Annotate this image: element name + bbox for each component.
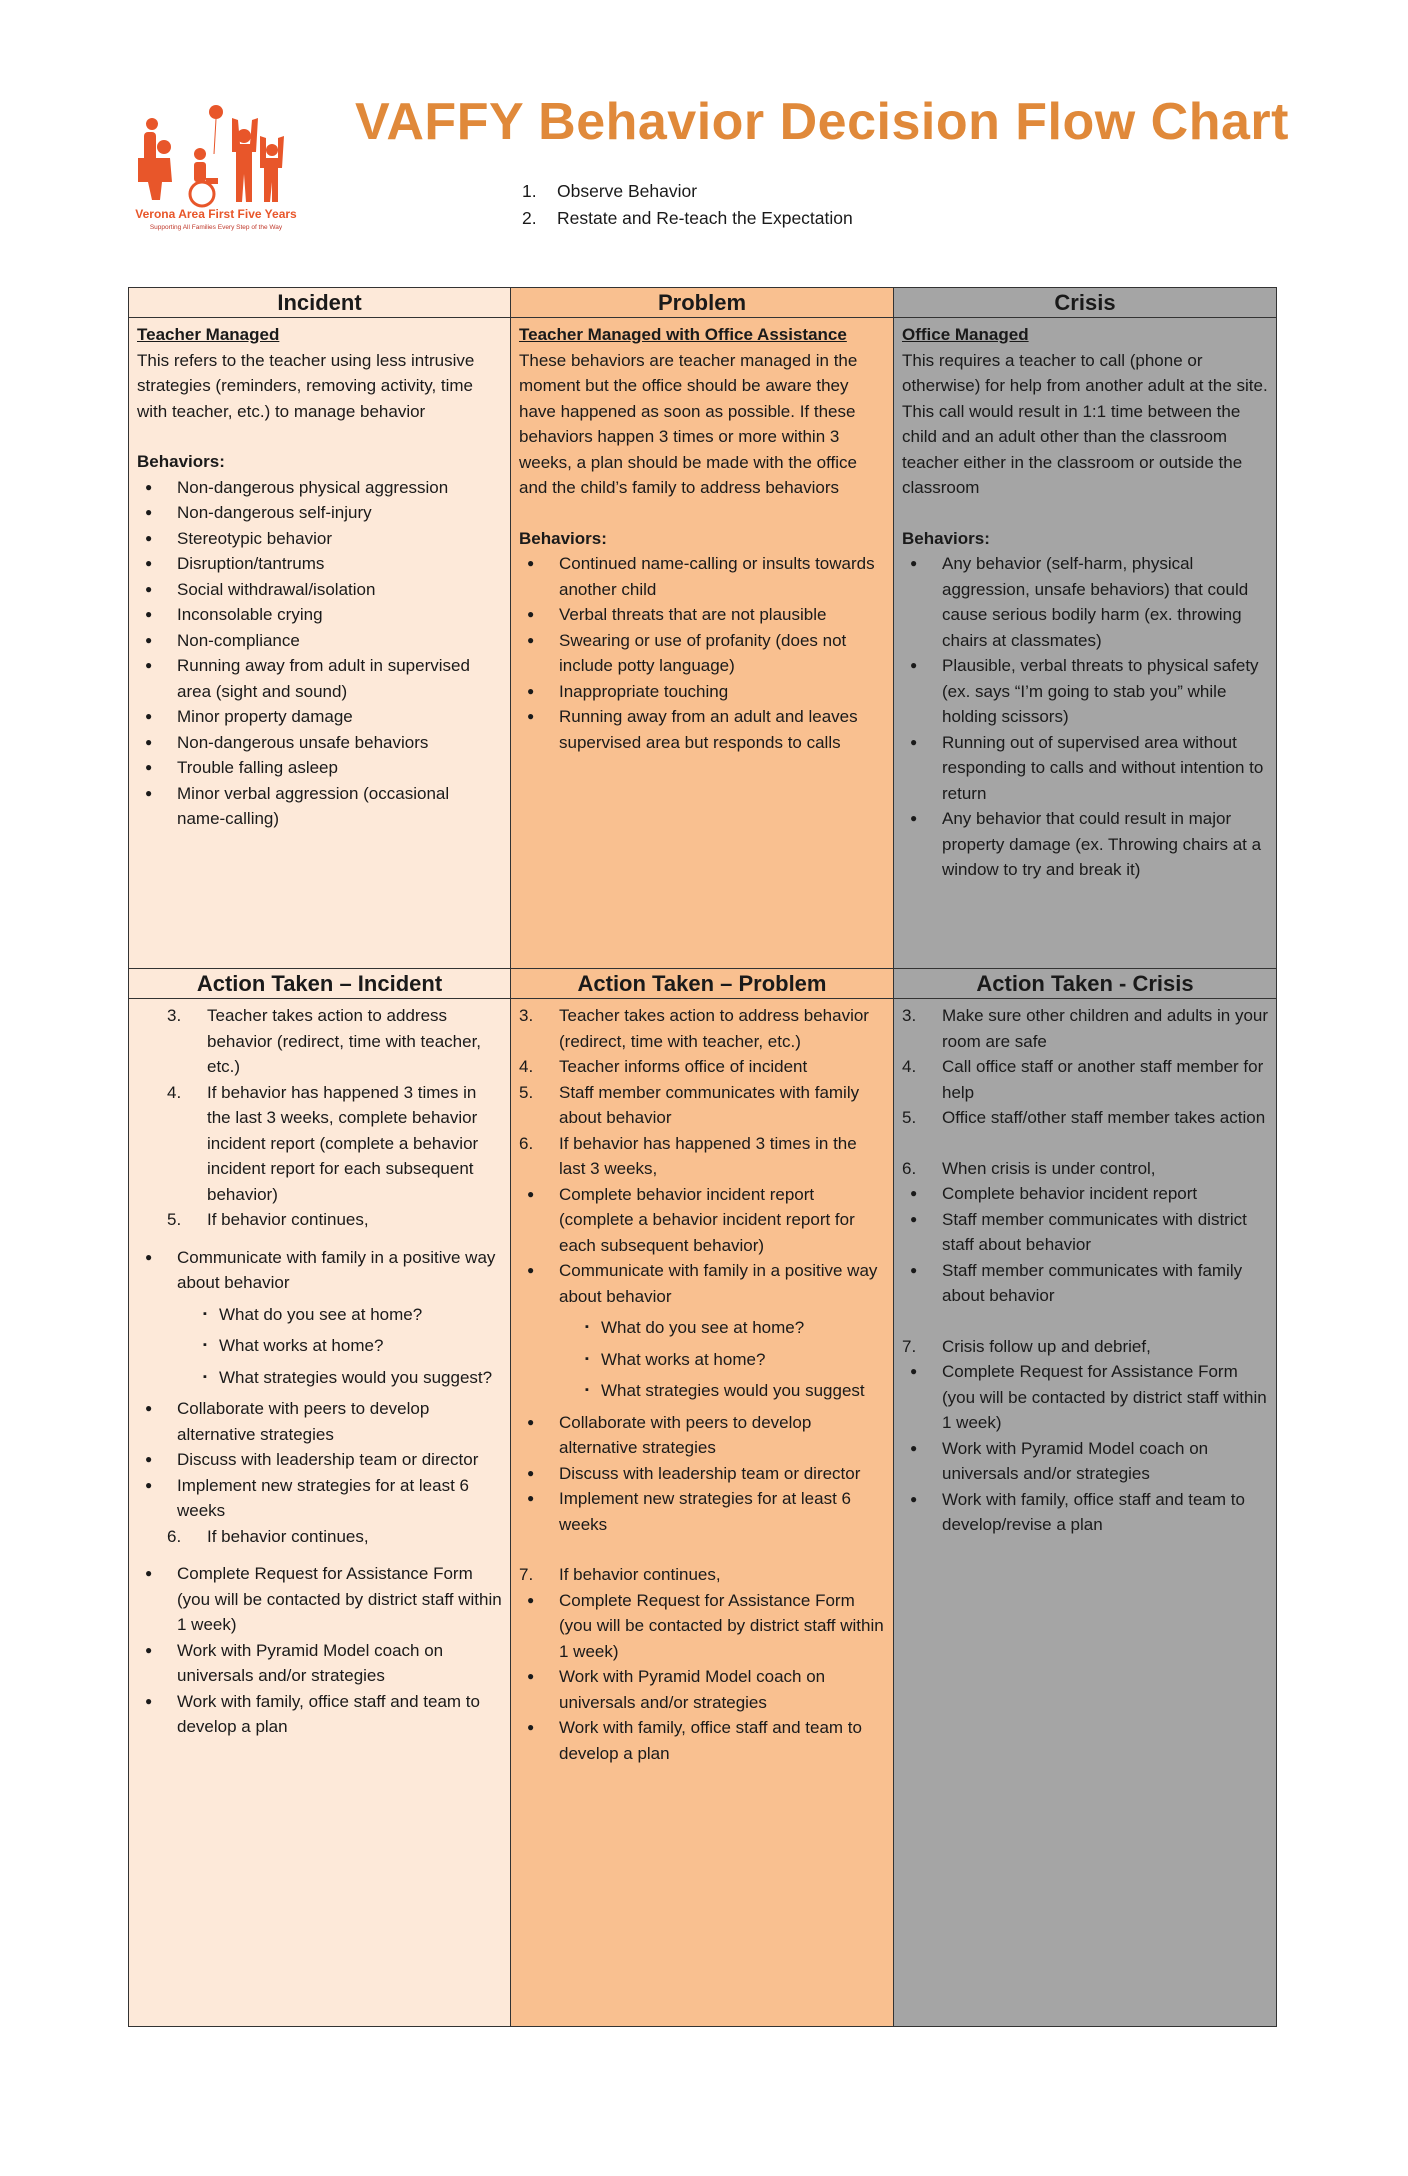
question-item: ▪ What works at home? [177,1333,502,1359]
list-item: ● Any behavior that could result in major property damage (ex. Throwing chairs at a window to try and break it) [902,806,1268,883]
list-item: ● Swearing or use of profanity (does not include potty language) [519,628,885,679]
step-5-actions [137,1245,502,1524]
list-item: ● Collaborate with peers to develop alternative strategies [137,1396,502,1447]
list-item: ● Complete behavior incident report (complete a behavior incident report for each subsequent behavior) [519,1182,885,1259]
step-6: 6. When crisis is under control, [902,1158,1156,1178]
step-7-actions [519,1588,885,1767]
step-5: 5. Staff member communicates with family about behavior [519,1082,860,1127]
problem-behaviors [519,551,885,755]
step-5: 5. If behavior continues, [167,1210,369,1229]
question-item: ▪ What do you see at home? [177,1302,502,1328]
question-item: ▪ What do you see at home? [559,1315,885,1341]
incident-behaviors [137,475,502,832]
list-item: ● Continued name-calling or insults towards another child [519,551,885,602]
step-6-actions [519,1182,885,1538]
list-item: ● Running away from adult in supervised area (sight and sound) [137,653,502,704]
list-item: ● Minor property damage [137,704,502,730]
list-item: ● Verbal threats that are not plausible [519,602,885,628]
list-item: ● Non-dangerous self-injury [137,500,502,526]
list-item: ● Discuss with leadership team or director [137,1447,502,1473]
list-item: ● Complete Request for Assistance Form (you will be contacted by district staff within 1 week) [137,1561,502,1638]
list-item: ● Minor verbal aggression (occasional name-calling) [137,781,502,832]
list-item: ● Complete behavior incident report [902,1181,1268,1207]
incident-cell [129,318,511,969]
behavior-decision-table [128,287,1277,2027]
behaviors-label: Behaviors: [137,452,225,471]
list-item: ● Work with family, office staff and team to develop a plan [519,1715,885,1766]
action-crisis-cell [894,999,1277,2027]
problem-subtitle: Teacher Managed with Office Assistance [519,325,847,344]
list-item: ● Any behavior (self-harm, physical aggression, unsafe behaviors) that could cause serious bodily harm (ex. throwing chairs at classmates) [902,551,1268,653]
problem-description: These behaviors are teacher managed in the moment but the office should be aware they have happened as soon as possible. If these behaviors happen 3 times or more within 3 weeks, a plan should be made with the office and the child’s family to address behaviors [519,350,858,497]
step-6: 6. If behavior has happened 3 times in the last 3 weeks, [519,1133,857,1178]
behaviors-label: Behaviors: [902,528,990,548]
step-6: 6. If behavior continues, [167,1526,369,1546]
list-item: ● Collaborate with peers to develop alternative strategies [519,1410,885,1461]
list-item: ● Communicate with family in a positive way about behavior ▪ What do you see at home? ▪ What works at home? ▪ What strategies would you suggest? [137,1245,502,1391]
incident-description: This refers to the teacher using less intrusive strategies (reminders, removing activity, time with teacher, etc.) to manage behavior [137,350,475,421]
vaffy-logo [132,102,300,234]
list-item: ● Running out of supervised area without responding to calls and without intention to return [902,730,1268,807]
list-item: ● Plausible, verbal threats to physical safety (ex. says “I’m going to stab you” while holding scissors) [902,653,1268,730]
list-item: ● Running away from an adult and leaves supervised area but responds to calls [519,704,885,755]
incident-heading: Incident [129,288,511,318]
list-item: ● Work with family, office staff and team to develop a plan [137,1689,502,1740]
problem-cell [511,318,894,969]
list-item: ● Inappropriate touching [519,679,885,705]
list-item: ● Work with Pyramid Model coach on universals and/or strategies [902,1436,1268,1487]
list-item: ● Non-dangerous unsafe behaviors [137,730,502,756]
step-3: 3. Teacher takes action to address behavior (redirect, time with teacher, etc.) [519,1006,869,1051]
step-3: 3. Teacher takes action to address behavior (redirect, time with teacher, etc.) [167,1006,482,1076]
step-4: 4. Call office staff or another staff member for help [902,1057,1264,1102]
list-item: ● Implement new strategies for at least 6 weeks [137,1473,502,1524]
list-item: ● Non-dangerous physical aggression [137,475,502,501]
logo-text: Verona Area First Five Years [135,207,297,221]
step-7: 7. Crisis follow up and debrief, [902,1336,1151,1356]
list-item: ● Disruption/tantrums [137,551,502,577]
step-4: 4. Teacher informs office of incident [519,1057,808,1076]
list-item: ● Staff member communicates with district staff about behavior [902,1207,1268,1258]
question-item: ▪ What works at home? [559,1347,885,1373]
crisis-description: This requires a teacher to call (phone or otherwise) for help from another adult at the site. This call would result in 1:1 time between the child and an adult other than the classroom teacher either in the classroom or outside the classroom [902,350,1268,497]
action-incident-cell [129,999,511,2027]
step-item: 1. Observe Behavior [522,181,698,201]
list-item: ● Discuss with leadership team or director [519,1461,885,1487]
list-item: ● Work with Pyramid Model coach on universals and/or strategies [519,1664,885,1715]
list-item: ● Implement new strategies for at least 6 weeks [519,1486,885,1537]
step-7: 7. If behavior continues, [519,1565,721,1584]
list-item: ● Communicate with family in a positive way about behavior ▪ What do you see at home? ▪ What works at home? ▪ What strategies would you suggest [519,1258,885,1404]
list-item: ● Trouble falling asleep [137,755,502,781]
list-item: ● Social withdrawal/isolation [137,577,502,603]
initial-steps [522,178,853,232]
step-7-actions [902,1359,1268,1538]
question-item: ▪ What strategies would you suggest? [177,1365,502,1391]
crisis-heading: Crisis [894,288,1277,318]
action-problem-cell [511,999,894,2027]
action-incident-heading: Action Taken – Incident [129,969,511,999]
list-item: ● Work with family, office staff and team to develop/revise a plan [902,1487,1268,1538]
page-title: VAFFY Behavior Decision Flow Chart [355,93,1289,151]
list-item: ● Inconsolable crying [137,602,502,628]
step-4: 4. If behavior has happened 3 times in the last 3 weeks, complete behavior incident report (complete a behavior incident report for each subsequent behavior) [167,1082,479,1204]
list-item: ● Work with Pyramid Model coach on universals and/or strategies [137,1638,502,1689]
step-item: 2. Restate and Re-teach the Expectation [522,208,853,228]
crisis-subtitle: Office Managed [902,325,1029,344]
step-3: 3. Make sure other children and adults in your room are safe [902,1006,1269,1051]
step-6-actions [902,1181,1268,1309]
step-5: 5. Office staff/other staff member takes action [902,1108,1266,1127]
incident-subtitle: Teacher Managed [137,325,280,344]
list-item: ● Stereotypic behavior [137,526,502,552]
step-6-actions [137,1561,502,1740]
crisis-behaviors [902,551,1268,883]
list-item: ● Non-compliance [137,628,502,654]
crisis-cell [894,318,1277,969]
action-crisis-heading: Action Taken - Crisis [894,969,1277,999]
logo-tagline: Supporting All Families Every Step of the Way [149,224,283,231]
action-problem-heading: Action Taken – Problem [511,969,894,999]
behaviors-label: Behaviors: [519,528,607,548]
list-item: ● Complete Request for Assistance Form (you will be contacted by district staff within 1 week) [902,1359,1268,1436]
problem-heading: Problem [511,288,894,318]
list-item: ● Complete Request for Assistance Form (you will be contacted by district staff within 1 week) [519,1588,885,1665]
list-item: ● Staff member communicates with family about behavior [902,1258,1268,1309]
question-item: ▪ What strategies would you suggest [559,1378,885,1404]
